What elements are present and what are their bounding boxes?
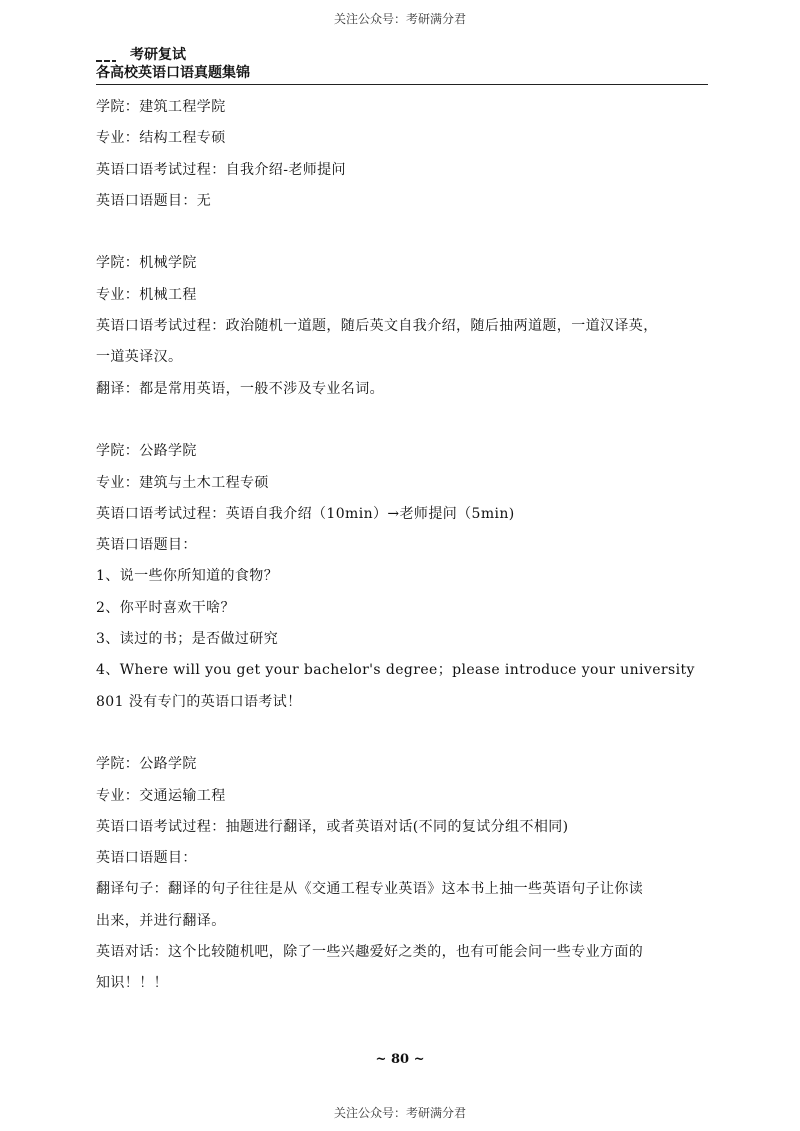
text-line: 学院：公路学院 <box>96 443 197 460</box>
text-line: 翻译：都是常用英语，一般不涉及专业名词。 <box>96 380 384 397</box>
text-line: 英语口语考试过程：政治随机一道题，随后英文自我介绍，随后抽两道题，一道汉译英， <box>96 318 658 335</box>
section-highway-civil <box>96 436 708 718</box>
watermark-bottom: 关注公众号：考研满分君 <box>333 1106 466 1120</box>
text-line: 英语口语考试过程：英语自我介绍（10min）→老师提问（5min) <box>96 505 515 522</box>
text-line: 801 没有专门的英语口语考试！ <box>96 693 302 710</box>
text-line: 专业：建筑与土木工程专硕 <box>96 474 269 491</box>
section-gap <box>96 217 708 248</box>
text-line: 专业：结构工程专硕 <box>96 130 226 147</box>
section-highway-transport <box>96 749 708 999</box>
header-title: 考研复试 <box>130 47 186 63</box>
text-line: 学院：机械学院 <box>96 255 197 272</box>
page-content <box>96 92 708 1000</box>
text-line: 英语口语考试过程：抽题进行翻译，或者英语对话(不同的复试分组不相同) <box>96 818 569 835</box>
section-mechanical <box>96 248 708 404</box>
text-line: 3、读过的书；是否做过研究 <box>96 631 279 648</box>
text-line: 1、说一些你所知道的食物？ <box>96 568 279 585</box>
text-line: 知识！！！ <box>96 975 168 992</box>
watermark-top: 关注公众号：考研满分君 <box>333 12 466 26</box>
text-line: 出来，并进行翻译。 <box>96 912 226 929</box>
text-line: 翻译句子：翻译的句子往往是从《交通工程专业英语》这本书上抽一些英语句子让你读 <box>96 881 644 898</box>
text-line: 英语口语题目： <box>96 537 197 554</box>
text-line: 英语口语题目： <box>96 850 197 867</box>
page-number: ~ 80 ~ <box>375 1052 425 1067</box>
text-line: 一道英译汉。 <box>96 349 183 366</box>
header-logo-icon <box>96 50 126 64</box>
header-subtitle: 各高校英语口语真题集锦 <box>96 65 250 81</box>
page-header <box>96 44 708 85</box>
section-gap <box>96 718 708 749</box>
section-building-engineering <box>96 92 708 217</box>
text-line: 英语口语考试过程：自我介绍-老师提问 <box>96 161 346 178</box>
text-line: 专业：交通运输工程 <box>96 787 226 804</box>
text-line: 学院：建筑工程学院 <box>96 99 226 115</box>
text-line: 英语对话：这个比较随机吧，除了一些兴趣爱好之类的，也有可能会问一些专业方面的 <box>96 944 644 961</box>
header-divider <box>96 84 708 85</box>
text-line: 4、Where will you get your bachelor's degree；please introduce your university <box>96 662 695 679</box>
text-line: 学院：公路学院 <box>96 756 197 773</box>
text-line: 2、你平时喜欢干啥？ <box>96 599 235 616</box>
text-line: 专业：机械工程 <box>96 286 197 303</box>
section-gap <box>96 405 708 436</box>
text-line: 英语口语题目：无 <box>96 192 212 209</box>
